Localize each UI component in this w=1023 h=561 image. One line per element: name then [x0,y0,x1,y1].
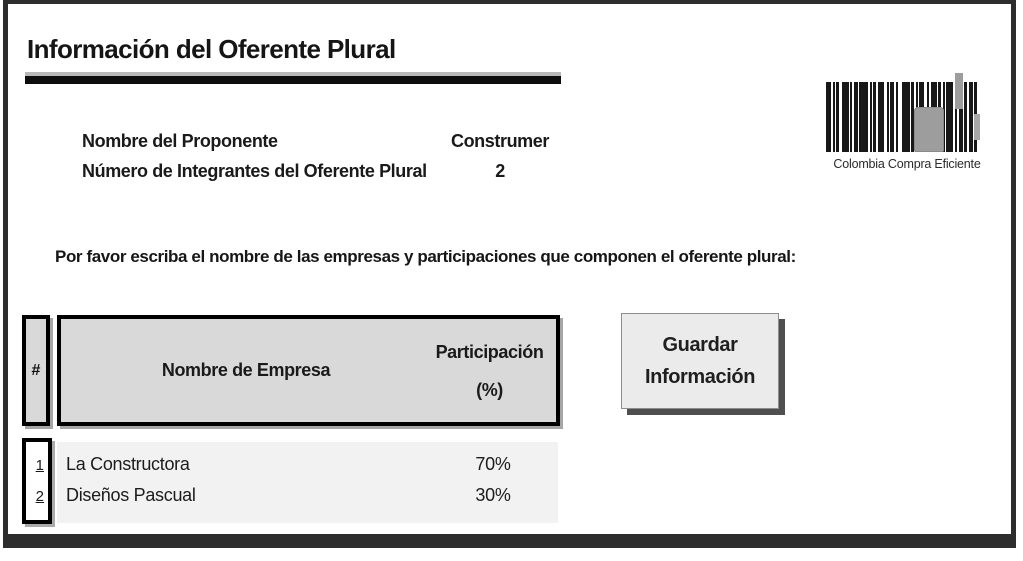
participation-header-line1: Participación [435,341,544,362]
logo-tab2-shape [974,114,980,140]
proponent-name-value: Construmer [450,131,549,151]
barcode-bars [826,82,988,152]
index-column-header [22,315,50,426]
table-row [57,480,558,511]
save-button-label-line2: Información [644,366,756,388]
index-column-header-label: # [31,361,41,379]
company-name-cell-1[interactable]: La Constructora [66,454,190,474]
instruction-text: Por favor escriba el nombre de las empresas y participaciones que componen el oferente plural: [55,247,796,266]
table-row [57,449,558,480]
participation-cell-2[interactable]: 30% [475,485,511,505]
row-index-1: 1 [35,457,44,474]
company-name-cell-2[interactable]: Diseños Pascual [66,485,196,505]
logo-bag-shape [914,107,944,152]
members-count-label: Número de Integrantes del Oferente Plural [82,161,427,181]
title-underline [25,72,561,84]
table-header [57,315,560,426]
barcode-logo-icon [826,82,988,152]
row-index-column [22,438,52,524]
company-column-header: Nombre de Empresa [161,360,331,380]
proponent-name-label: Nombre del Proponente [82,131,278,151]
row-index-2: 2 [35,488,44,505]
save-information-button[interactable] [621,313,779,409]
logo-caption: Colombia Compra Eficiente [833,157,981,171]
logo-tab-shape [955,73,963,109]
members-count-value: 2 [495,161,505,181]
participation-cell-1[interactable]: 70% [475,454,511,474]
save-button-label-line1: Guardar [662,334,738,356]
table-body [57,442,558,523]
page-title: Información del Oferente Plural [27,34,396,64]
participation-column-header [427,319,552,422]
participation-header-line2: (%) [476,379,503,400]
